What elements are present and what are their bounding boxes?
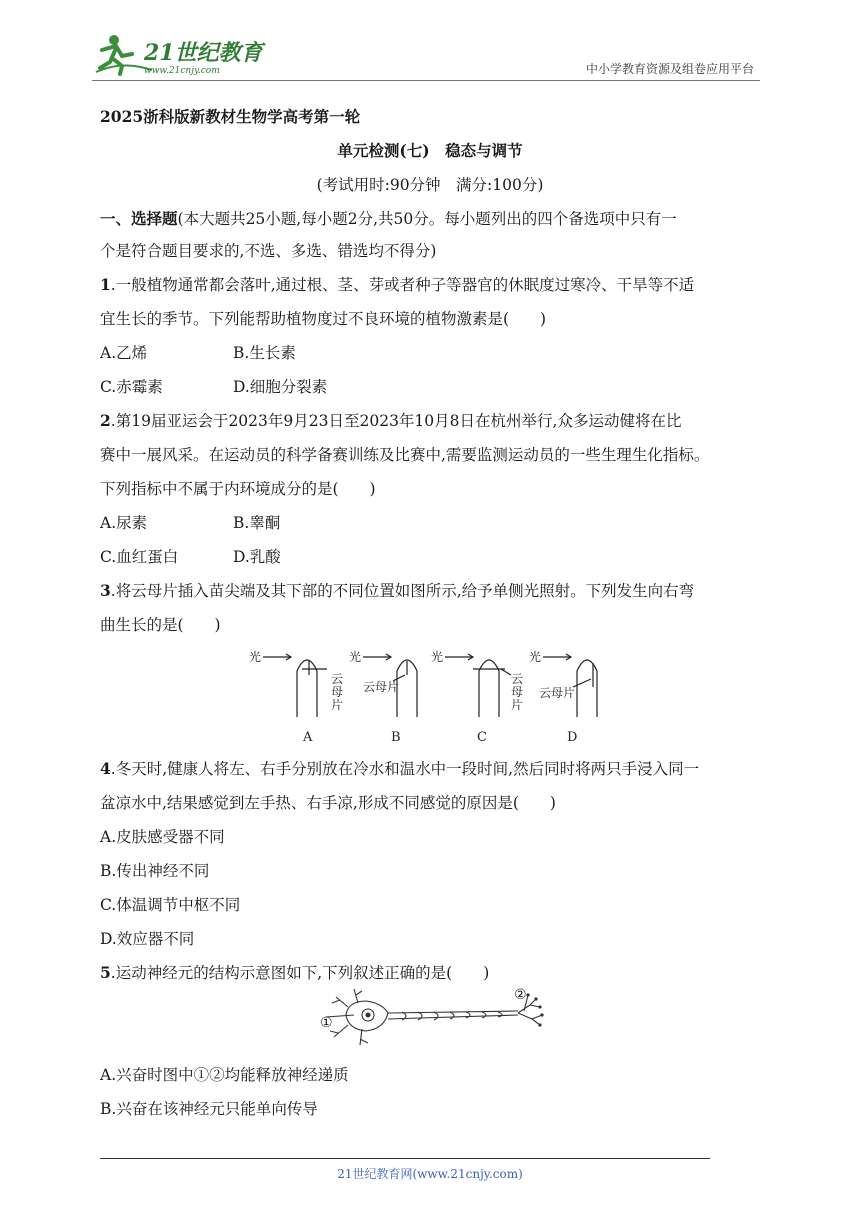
q2-stem-2: 赛中一展风采。在运动员的科学备赛训练及比赛中,需要监测运动员的一些生理生化指标。 <box>100 446 710 464</box>
q2-stem-3: 下列指标中不属于内环境成分的是( ) <box>100 480 376 498</box>
fig-label-d: D <box>567 730 578 745</box>
light-label-d: 光 <box>529 650 542 664</box>
section1-title: 一、选择题 <box>100 209 178 228</box>
q1-stem-1: 1.一般植物通常都会落叶,通过根、茎、芽或者种子等器官的休眠度过寒冷、干旱等不适 <box>100 275 695 294</box>
q2-option-d: D.乳酸 <box>233 548 281 566</box>
q2-options-row2 <box>100 546 764 568</box>
q4-option-d: D.效应器不同 <box>100 930 195 948</box>
mica-c-1: 云 <box>511 672 524 686</box>
q5-option-b: B.兴奋在该神经元只能单向传导 <box>100 1100 318 1118</box>
mica-c-3: 片 <box>511 698 524 712</box>
header-platform-text: 中小学教育资源及组卷应用平台 <box>585 62 754 76</box>
q1-option-d: D.细胞分裂素 <box>233 378 328 396</box>
section1-desc-1: (本大题共25小题,每小题2分,共50分。每小题列出的四个备选项中只有一 <box>177 210 677 228</box>
q5-neuron-figure <box>318 985 548 1055</box>
footer-link[interactable]: 21世纪教育网(www.21cnjy.com) <box>337 1167 523 1181</box>
neuron-label-2: ② <box>514 987 527 1003</box>
fig-label-b: B <box>391 730 401 745</box>
mica-b: 云母片 <box>363 680 400 694</box>
q1-options-row1 <box>100 342 764 364</box>
q4-stem-2: 盆凉水中,结果感觉到左手热、右手凉,形成不同感觉的原因是( ) <box>100 794 556 812</box>
q5-stem-1: 5.运动神经元的结构示意图如下,下列叙述正确的是( ) <box>100 963 490 982</box>
fig-label-a: A <box>303 730 313 745</box>
q5-option-a: A.兴奋时图中①②均能释放神经递质 <box>100 1066 349 1084</box>
light-label-c: 光 <box>431 650 444 664</box>
q2-option-b: B.睾酮 <box>233 514 281 532</box>
q1-option-b: B.生长素 <box>233 344 296 362</box>
exam-info: (考试用时:90分钟 满分:100分) <box>316 176 544 194</box>
logo-text: 21世纪教育 <box>144 40 263 66</box>
q2-option-c: C.血红蛋白 <box>100 548 179 566</box>
series-title: 2025浙科版新教材生物学高考第一轮 <box>100 107 361 126</box>
q2-options-row1 <box>100 512 764 534</box>
q3-coleoptile-figure <box>249 645 615 745</box>
q4-option-c: C.体温调节中枢不同 <box>100 896 241 914</box>
fig-label-c: C <box>477 730 487 745</box>
site-logo <box>92 30 262 78</box>
neuron-label-1: ① <box>320 1015 333 1031</box>
q3-stem-1: 3.将云母片插入苗尖端及其下部的不同位置如图所示,给予单侧光照射。下列发生向右弯 <box>100 581 695 600</box>
unit-title: 单元检测(七) 稳态与调节 <box>337 141 523 160</box>
light-label-b: 光 <box>349 650 362 664</box>
q2-option-a: A.尿素 <box>100 514 148 532</box>
q3-stem-2: 曲生长的是( ) <box>100 616 221 634</box>
mica-c-2: 母 <box>511 685 524 699</box>
q2-stem-1: 2.第19届亚运会于2023年9月23日至2023年10月8日在杭州举行,众多运动健将在比 <box>100 411 682 430</box>
light-label-a: 光 <box>249 650 262 664</box>
q4-option-a: A.皮肤感受器不同 <box>100 828 225 846</box>
q1-option-a: A.乙烯 <box>100 344 148 362</box>
header-divider <box>92 80 760 81</box>
mica-a-3: 片 <box>331 698 344 712</box>
section1-desc-2: 个是符合题目要求的,不选、多选、错选均不得分) <box>100 242 437 260</box>
logo-url: www.21cnjy.com <box>144 66 220 76</box>
mica-a-2: 母 <box>331 685 344 699</box>
q1-stem-2: 宜生长的季节。下列能帮助植物度过不良环境的植物激素是( ) <box>100 310 547 328</box>
q4-stem-1: 4.冬天时,健康人将左、右手分别放在冷水和温水中一段时间,然后同时将两只手浸入同一 <box>100 759 700 778</box>
q1-options-row2 <box>100 376 764 398</box>
mica-d: 云母片 <box>539 686 576 700</box>
section1-heading <box>100 208 764 230</box>
footer-divider <box>100 1158 710 1159</box>
q1-option-c: C.赤霉素 <box>100 378 163 396</box>
q4-option-b: B.传出神经不同 <box>100 862 210 880</box>
mica-a-1: 云 <box>331 672 344 686</box>
